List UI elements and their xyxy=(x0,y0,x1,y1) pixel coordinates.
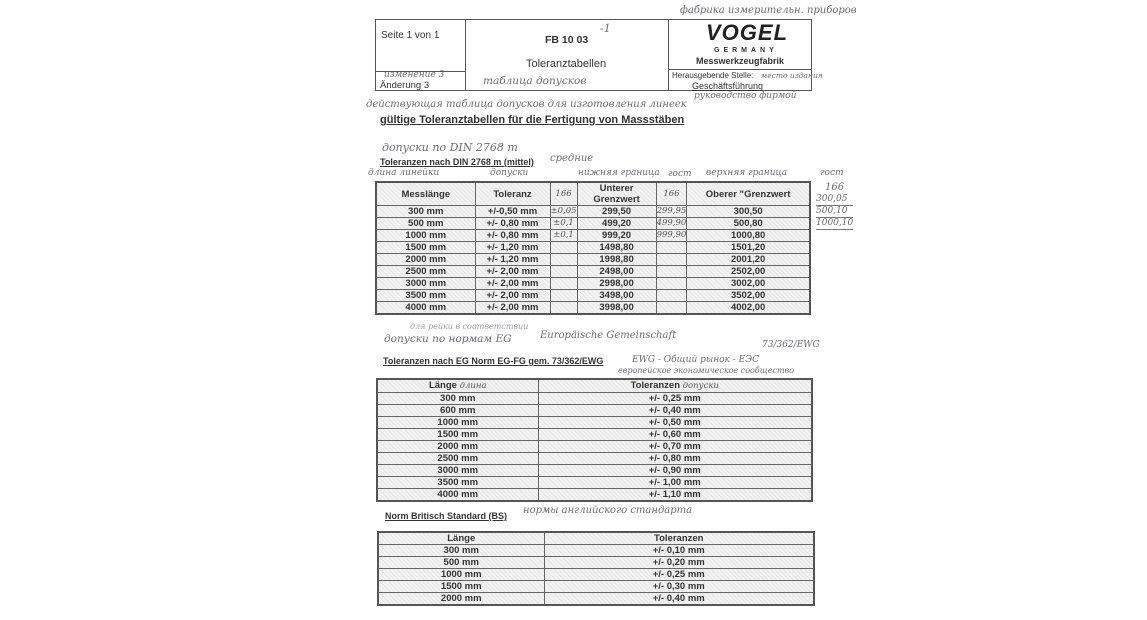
issuer-label: Herausgebende Stelle: xyxy=(672,71,754,80)
handwritten-col-upper: верхняя граница xyxy=(706,168,788,178)
col-header-laenge-text: Länge xyxy=(428,380,457,391)
cell-tolerance: +/- 0,80 mm xyxy=(475,218,550,230)
cell-length: 1500 mm xyxy=(377,429,538,441)
handwritten-eg-directive: 73/362/EWG xyxy=(762,340,820,350)
table-row xyxy=(377,441,812,453)
handwritten-eg-note: Europäische Gemeinschaft xyxy=(540,330,677,341)
cell-handwritten-gost-lower xyxy=(656,302,687,315)
col-header-toleranz: Toleranz xyxy=(475,182,550,206)
cell-tolerance: +/- 0,70 mm xyxy=(538,441,812,453)
cell-handwritten-gost-tol xyxy=(550,302,577,315)
cell-upper-limit: 3502,00 xyxy=(687,290,810,302)
table-row xyxy=(377,429,812,441)
cell-length: 3500 mm xyxy=(377,477,538,489)
cell-lower-limit: 1998,80 xyxy=(577,254,656,266)
col-header-toleranzen-text: Toleranzen xyxy=(630,380,681,391)
table-row xyxy=(376,218,810,230)
cell-handwritten-gost-tol: ±0,05 xyxy=(550,206,577,216)
cell-upper-limit: 1501,20 xyxy=(687,242,810,254)
cell-lower-limit: 299,50 xyxy=(577,206,656,218)
cell-handwritten-gost-lower xyxy=(656,266,687,278)
handwritten-issuer: место издания xyxy=(761,71,823,80)
handwritten-col-lower: нижняя граница xyxy=(578,168,660,178)
table-row xyxy=(377,477,812,489)
cell-tolerance: +/- 0,80 mm xyxy=(538,453,812,465)
handwritten-gost-upper: 500,10 xyxy=(816,206,853,218)
table-row xyxy=(376,290,810,302)
table-row xyxy=(377,393,812,405)
cell-tolerance: +/- 0,40 mm xyxy=(544,593,814,606)
handwritten-mittel: средние xyxy=(550,153,594,164)
cell-tolerance: +/- 0,20 mm xyxy=(544,557,814,569)
table-header-row xyxy=(376,182,810,206)
cell-lower-limit: 499,20 xyxy=(577,218,656,230)
handwritten-gost-1: гост xyxy=(668,169,692,179)
cell-length: 1500 mm xyxy=(378,581,544,593)
handwritten-col-length: длина линейки xyxy=(368,168,440,178)
revision-label: Änderung 3 xyxy=(380,80,430,91)
cell-length: 2000 mm xyxy=(376,254,475,266)
col-header-messlaenge: Messlänge xyxy=(376,182,475,206)
cell-length: 2000 mm xyxy=(377,441,538,453)
cell-handwritten-gost-tol xyxy=(550,278,577,290)
cell-length: 2000 mm xyxy=(378,593,544,606)
cell-length: 1000 mm xyxy=(376,230,475,242)
cell-lower-limit: 3998,00 xyxy=(577,302,656,315)
cell-length: 2500 mm xyxy=(377,453,538,465)
cell-length: 300 mm xyxy=(378,545,544,557)
handwritten-mark: -1 xyxy=(600,22,611,35)
cell-length: 2500 mm xyxy=(376,266,475,278)
cell-tolerance: +/- 0,80 mm xyxy=(475,230,550,242)
cell-upper-limit: 2001,20 xyxy=(687,254,810,266)
cell-tolerance: +/- 0,40 mm xyxy=(538,405,812,417)
handwritten-title: таблица допусков xyxy=(483,75,587,87)
table-header-row xyxy=(378,532,814,545)
main-title: gültige Toleranztabellen für die Fertigung von Massstäben xyxy=(380,114,685,126)
cell-handwritten-gost-tol xyxy=(550,290,577,302)
document-title: Toleranztabellen xyxy=(526,58,607,70)
table-row xyxy=(376,278,810,290)
cell-handwritten-gost-lower: 299,95 xyxy=(656,206,687,216)
table-row xyxy=(378,569,814,581)
bs-tolerance-table xyxy=(377,531,815,606)
col-header-unterer: Unterer Grenzwert xyxy=(577,182,656,206)
cell-upper-limit: 4002,00 xyxy=(687,302,810,315)
table-row xyxy=(377,489,812,502)
eg-section-title: Toleranzen nach EG Norm EG-FG gem. 73/362/EWG xyxy=(383,356,604,366)
handwritten-factory-note: фабрика измерительн. приборов xyxy=(680,5,857,16)
cell-upper-limit: 300,50 xyxy=(687,206,810,218)
handwritten-gost-2: гост xyxy=(820,168,844,178)
cell-handwritten-gost-lower xyxy=(656,290,687,302)
cell-tolerance: +/- 0,25 mm xyxy=(544,569,814,581)
cell-length: 3500 mm xyxy=(376,290,475,302)
cell-length: 300 mm xyxy=(377,393,538,405)
col-header-laenge: Länge xyxy=(378,532,544,545)
cell-tolerance: +/- 2,00 mm xyxy=(475,290,550,302)
handwritten-revision: изменение 3 xyxy=(384,70,445,80)
cell-lower-limit: 2998,00 xyxy=(577,278,656,290)
cell-tolerance: +/-0,50 mm xyxy=(475,206,550,218)
handwritten-valid-note: действующая таблица допусков для изготовления линеек xyxy=(366,99,687,110)
table-row xyxy=(378,545,814,557)
din-section-title: Toleranzen nach DIN 2768 m (mittel) xyxy=(380,157,534,167)
table-row xyxy=(377,465,812,477)
table-header-row xyxy=(377,379,812,393)
cell-handwritten-gost-lower: 999,90 xyxy=(656,230,687,240)
table-row xyxy=(378,593,814,606)
table-row xyxy=(376,302,810,315)
cell-length: 4000 mm xyxy=(377,489,538,502)
cell-upper-limit: 500,80 xyxy=(687,218,810,230)
cell-tolerance: +/- 1,10 mm xyxy=(538,489,812,502)
cell-tolerance: +/- 0,10 mm xyxy=(544,545,814,557)
cell-tolerance: +/- 0,60 mm xyxy=(538,429,812,441)
handwritten-gost-upper: 1000,10 xyxy=(816,218,854,228)
handwritten-gost-upper: 300,05 xyxy=(816,194,853,206)
table-row xyxy=(376,206,810,218)
table-row xyxy=(378,557,814,569)
cell-length: 1500 mm xyxy=(376,242,475,254)
cell-handwritten-gost-tol: ±0,1 xyxy=(550,218,577,230)
cell-tolerance: +/- 0,30 mm xyxy=(544,581,814,593)
cell-lower-limit: 1498,80 xyxy=(577,242,656,254)
cell-length: 500 mm xyxy=(378,557,544,569)
cell-length: 3000 mm xyxy=(376,278,475,290)
cell-tolerance: +/- 0,50 mm xyxy=(538,417,812,429)
cell-lower-limit: 3498,00 xyxy=(577,290,656,302)
cell-handwritten-gost-tol xyxy=(550,266,577,278)
cell-tolerance: +/- 2,00 mm xyxy=(475,278,550,290)
cell-length: 3000 mm xyxy=(377,465,538,477)
handwritten-tol: допуски xyxy=(682,381,719,391)
table-row xyxy=(377,453,812,465)
cell-handwritten-gost-tol: ±0,1 xyxy=(550,230,577,242)
cell-tolerance: +/- 2,00 mm xyxy=(475,266,550,278)
cell-length: 600 mm xyxy=(377,405,538,417)
cell-tolerance: +/- 1,00 mm xyxy=(538,477,812,489)
col-header-gost-1: 166 xyxy=(550,182,577,206)
cell-tolerance: +/- 0,25 mm xyxy=(538,393,812,405)
cell-upper-limit: 3002,00 xyxy=(687,278,810,290)
bs-section-title: Norm Britisch Standard (BS) xyxy=(385,511,508,521)
cell-upper-limit: 2502,00 xyxy=(687,266,810,278)
eg-tolerance-table xyxy=(376,378,813,502)
cell-handwritten-gost-lower xyxy=(656,254,687,266)
cell-handwritten-gost-lower xyxy=(656,242,687,254)
col-header-gost-2: 166 xyxy=(656,182,687,206)
vogel-logo: VOGEL xyxy=(706,20,789,45)
table-row xyxy=(376,230,810,242)
cell-length: 1000 mm xyxy=(378,569,544,581)
brand-subtitle: Messwerkzeugfabrik xyxy=(696,56,785,66)
col-header-laenge xyxy=(377,379,538,393)
table-row xyxy=(376,254,810,266)
handwritten-eg-faded: для рейки в соответствии xyxy=(410,322,529,331)
handwritten-management: руководство фирмой xyxy=(694,91,797,101)
col-header-toleranzen: Toleranzen xyxy=(544,532,814,545)
din-tolerance-table xyxy=(375,181,811,315)
cell-length: 1000 mm xyxy=(377,417,538,429)
cell-tolerance: +/- 2,00 mm xyxy=(475,302,550,315)
cell-lower-limit: 2498,00 xyxy=(577,266,656,278)
handwritten-din-note: допуски по DIN 2768 m xyxy=(382,141,518,154)
table-row xyxy=(376,266,810,278)
col-header-oberer: Oberer "Grenzwert xyxy=(687,182,810,206)
cell-tolerance: +/- 0,90 mm xyxy=(538,465,812,477)
handwritten-ewg: EWG - Общий рынок - ЕЭС xyxy=(632,355,760,365)
handwritten-gost-col-header: 166 xyxy=(825,182,845,193)
cell-handwritten-gost-lower: 499,90 xyxy=(656,218,687,228)
table-row xyxy=(377,405,812,417)
document-number: FB 10 03 xyxy=(545,34,589,46)
table-row xyxy=(376,242,810,254)
cell-tolerance: +/- 1,20 mm xyxy=(475,242,550,254)
handwritten-ewg-2: европейское экономическое сообщество xyxy=(618,366,795,375)
cell-lower-limit: 999,20 xyxy=(577,230,656,242)
cell-length: 4000 mm xyxy=(376,302,475,315)
table-row xyxy=(378,581,814,593)
cell-length: 300 mm xyxy=(376,206,475,218)
cell-length: 500 mm xyxy=(376,218,475,230)
issuer-name: Geschäftsführung xyxy=(692,81,764,91)
col-header-toleranzen xyxy=(538,379,812,393)
document-header xyxy=(375,19,823,91)
cell-upper-limit: 1000,80 xyxy=(687,230,810,242)
cell-handwritten-gost-tol xyxy=(550,242,577,254)
table-row xyxy=(377,417,812,429)
handwritten-col-tol: допуски xyxy=(490,168,529,178)
handwritten-eg-title: допуски по нормам EG xyxy=(384,333,512,345)
handwritten-laenge: длина xyxy=(459,381,487,391)
cell-tolerance: +/- 1,20 mm xyxy=(475,254,550,266)
page-indicator: Seite 1 von 1 xyxy=(381,30,440,41)
handwritten-gost-upper-values xyxy=(816,194,853,230)
cell-handwritten-gost-lower xyxy=(656,278,687,290)
handwritten-bs-note: нормы английского стандарта xyxy=(523,505,693,516)
cell-handwritten-gost-tol xyxy=(550,254,577,266)
brand-country: GERMANY xyxy=(714,47,778,54)
